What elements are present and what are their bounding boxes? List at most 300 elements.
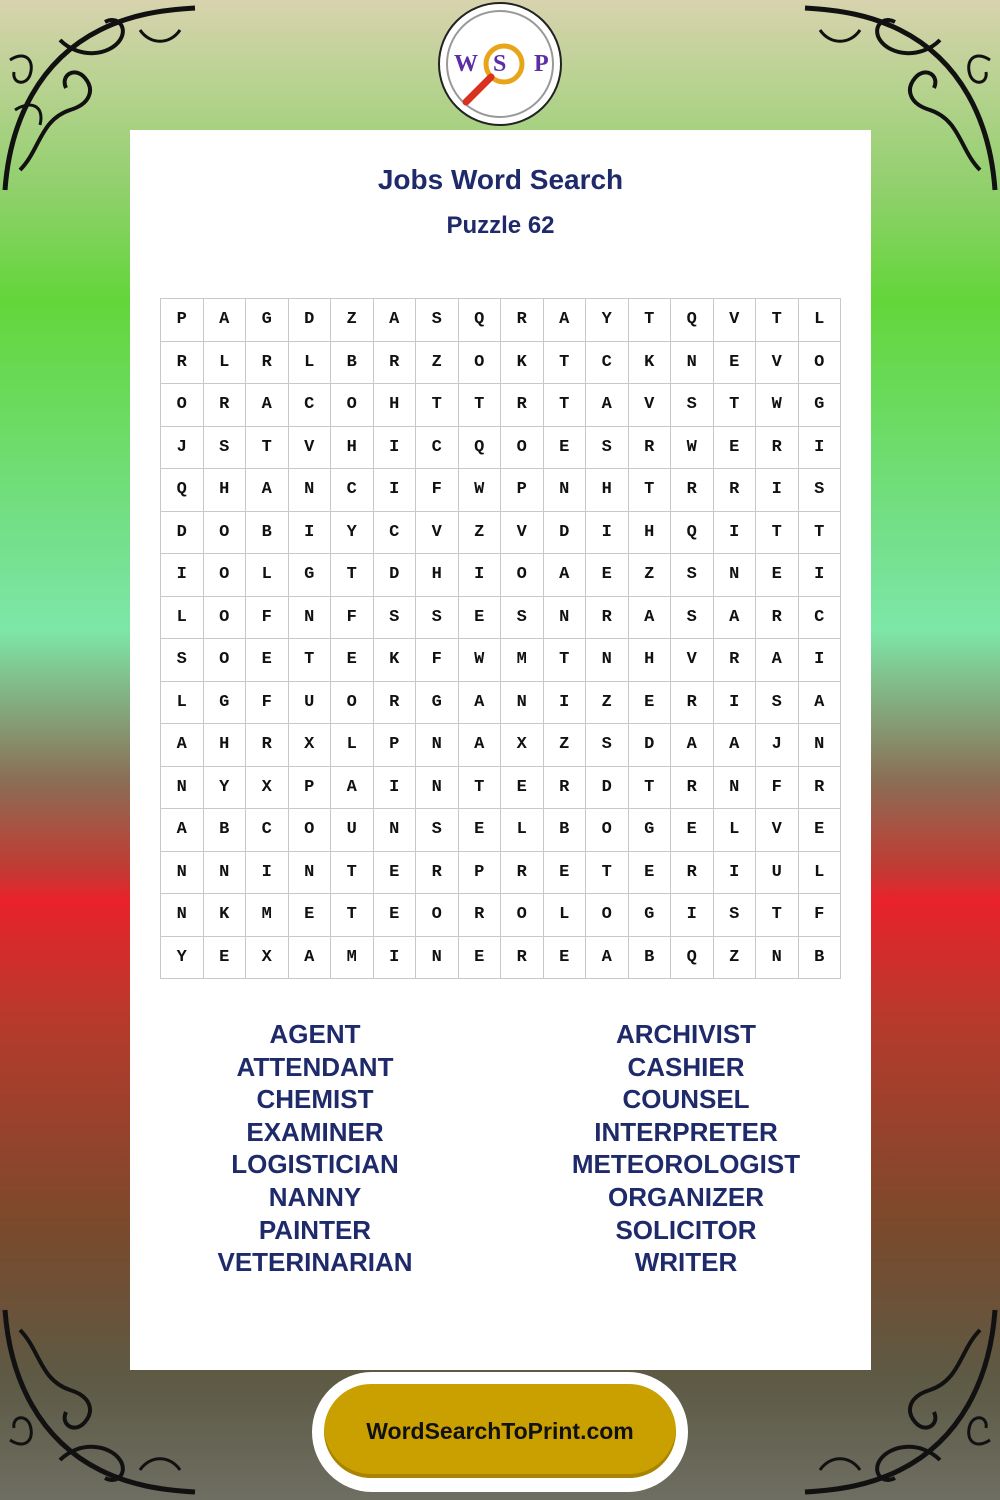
grid-cell[interactable]: O — [501, 554, 544, 597]
grid-cell[interactable]: T — [331, 851, 374, 894]
grid-cell[interactable]: E — [373, 894, 416, 937]
grid-cell[interactable]: I — [671, 894, 714, 937]
grid-cell[interactable]: N — [161, 766, 204, 809]
grid-cell[interactable]: H — [203, 469, 246, 512]
grid-row — [161, 511, 841, 554]
grid-cell[interactable]: A — [246, 384, 289, 427]
grid-cell[interactable]: D — [586, 766, 629, 809]
grid-cell[interactable]: O — [501, 426, 544, 469]
grid-cell[interactable]: R — [756, 426, 799, 469]
grid-cell[interactable]: I — [288, 511, 331, 554]
grid-cell[interactable]: S — [671, 596, 714, 639]
grid-cell[interactable]: E — [203, 936, 246, 979]
grid-cell[interactable]: Q — [671, 511, 714, 554]
grid-cell[interactable]: W — [756, 384, 799, 427]
grid-cell[interactable]: A — [543, 554, 586, 597]
grid-cell[interactable]: R — [373, 681, 416, 724]
logo-letter-s: S — [493, 51, 507, 77]
grid-cell[interactable]: E — [373, 851, 416, 894]
grid-cell[interactable]: S — [586, 426, 629, 469]
grid-cell[interactable]: M — [246, 894, 289, 937]
grid-row — [161, 554, 841, 597]
grid-cell[interactable]: I — [373, 936, 416, 979]
grid-cell[interactable]: N — [671, 341, 714, 384]
grid-cell[interactable]: E — [756, 554, 799, 597]
grid-row — [161, 384, 841, 427]
grid-cell[interactable]: B — [798, 936, 841, 979]
grid-cell[interactable]: E — [543, 936, 586, 979]
grid-cell[interactable]: E — [713, 341, 756, 384]
grid-cell[interactable]: B — [203, 809, 246, 852]
grid-cell[interactable]: T — [756, 511, 799, 554]
grid-cell[interactable]: E — [458, 596, 501, 639]
grid-cell[interactable]: R — [161, 341, 204, 384]
grid-cell[interactable]: S — [671, 554, 714, 597]
grid-cell[interactable]: X — [246, 936, 289, 979]
grid-cell[interactable]: H — [203, 724, 246, 767]
grid-cell[interactable]: C — [331, 469, 374, 512]
grid-cell[interactable]: I — [373, 426, 416, 469]
grid-cell[interactable]: U — [756, 851, 799, 894]
grid-cell[interactable]: R — [416, 851, 459, 894]
grid-cell[interactable]: N — [501, 681, 544, 724]
grid-cell[interactable]: M — [501, 639, 544, 682]
grid-row — [161, 681, 841, 724]
word-list-item: AGENT — [269, 1019, 361, 1049]
grid-cell[interactable]: A — [246, 469, 289, 512]
word-list-left — [130, 1018, 500, 1279]
grid-cell[interactable]: T — [331, 894, 374, 937]
grid-cell[interactable]: G — [416, 681, 459, 724]
grid-cell[interactable]: N — [416, 724, 459, 767]
grid-cell[interactable]: D — [543, 511, 586, 554]
grid-cell[interactable]: Q — [671, 936, 714, 979]
grid-cell[interactable]: D — [628, 724, 671, 767]
grid-cell[interactable]: P — [373, 724, 416, 767]
grid-cell[interactable]: A — [161, 809, 204, 852]
grid-cell[interactable]: E — [331, 639, 374, 682]
word-list-right — [501, 1018, 871, 1279]
word-list-item: ATTENDANT — [236, 1051, 394, 1082]
logo-letter-w: W — [454, 51, 478, 77]
grid-cell[interactable]: O — [331, 681, 374, 724]
grid-cell[interactable]: N — [416, 936, 459, 979]
grid-cell[interactable]: Y — [203, 766, 246, 809]
grid-cell[interactable]: I — [713, 511, 756, 554]
grid-cell[interactable]: T — [628, 766, 671, 809]
grid-cell[interactable]: R — [671, 851, 714, 894]
grid-cell[interactable]: A — [373, 299, 416, 342]
grid-cell[interactable]: Y — [331, 511, 374, 554]
grid-cell[interactable]: O — [331, 384, 374, 427]
grid-cell[interactable]: A — [203, 299, 246, 342]
grid-cell[interactable]: H — [628, 639, 671, 682]
grid-cell[interactable]: G — [628, 809, 671, 852]
grid-cell[interactable]: I — [373, 469, 416, 512]
grid-cell[interactable]: C — [586, 341, 629, 384]
grid-cell[interactable]: I — [713, 681, 756, 724]
grid-cell[interactable]: Q — [458, 426, 501, 469]
grid-cell[interactable]: A — [713, 724, 756, 767]
grid-cell[interactable]: S — [501, 596, 544, 639]
grid-cell[interactable]: R — [543, 766, 586, 809]
grid-cell[interactable]: J — [161, 426, 204, 469]
grid-cell[interactable]: J — [756, 724, 799, 767]
grid-cell[interactable]: S — [416, 596, 459, 639]
grid-cell[interactable]: G — [203, 681, 246, 724]
grid-cell[interactable]: Z — [331, 299, 374, 342]
grid-cell[interactable]: V — [713, 299, 756, 342]
grid-cell[interactable]: P — [458, 851, 501, 894]
grid-cell[interactable]: F — [416, 469, 459, 512]
grid-cell[interactable]: E — [458, 809, 501, 852]
grid-cell[interactable]: K — [203, 894, 246, 937]
grid-cell[interactable]: L — [203, 341, 246, 384]
grid-cell[interactable]: R — [628, 426, 671, 469]
grid-cell[interactable]: E — [501, 766, 544, 809]
grid-cell[interactable]: C — [288, 384, 331, 427]
grid-cell[interactable]: F — [798, 894, 841, 937]
word-list-item: COUNSEL — [622, 1084, 750, 1115]
grid-row — [161, 851, 841, 894]
grid-cell[interactable]: N — [288, 596, 331, 639]
grid-cell[interactable]: C — [798, 596, 841, 639]
puzzle-number: Puzzle 62 — [446, 212, 555, 239]
grid-cell[interactable]: H — [416, 554, 459, 597]
grid-cell[interactable]: O — [586, 809, 629, 852]
word-list-item: SOLICITOR — [615, 1214, 757, 1245]
grid-row — [161, 894, 841, 937]
grid-cell[interactable]: I — [373, 766, 416, 809]
grid-cell[interactable]: N — [543, 469, 586, 512]
grid-cell[interactable]: R — [713, 469, 756, 512]
grid-cell[interactable]: E — [628, 851, 671, 894]
grid-cell[interactable]: X — [501, 724, 544, 767]
grid-cell[interactable]: O — [416, 894, 459, 937]
grid-cell[interactable]: S — [671, 384, 714, 427]
grid-row — [161, 724, 841, 767]
grid-cell[interactable]: I — [798, 426, 841, 469]
grid-cell[interactable]: F — [246, 596, 289, 639]
grid-cell[interactable]: N — [586, 639, 629, 682]
word-list-item: METEOROLOGIST — [571, 1149, 801, 1180]
word-list-item: CHEMIST — [256, 1084, 374, 1115]
grid-cell[interactable]: H — [373, 384, 416, 427]
grid-row — [161, 596, 841, 639]
grid-cell[interactable]: A — [543, 299, 586, 342]
grid-cell[interactable]: R — [798, 766, 841, 809]
grid-cell[interactable]: S — [798, 469, 841, 512]
grid-cell[interactable]: N — [713, 554, 756, 597]
grid-cell[interactable]: A — [161, 724, 204, 767]
grid-cell[interactable]: S — [203, 426, 246, 469]
grid-cell[interactable]: P — [288, 766, 331, 809]
word-list-item: LOGISTICIAN — [231, 1149, 399, 1180]
grid-cell[interactable]: N — [373, 809, 416, 852]
grid-cell[interactable]: P — [501, 469, 544, 512]
grid-cell[interactable]: R — [586, 596, 629, 639]
grid-cell[interactable]: K — [373, 639, 416, 682]
grid-cell[interactable]: V — [288, 426, 331, 469]
grid-row — [161, 426, 841, 469]
grid-cell[interactable]: L — [501, 809, 544, 852]
word-list-item: NANNY — [268, 1181, 362, 1212]
grid-cell[interactable]: F — [246, 681, 289, 724]
grid-row — [161, 299, 841, 342]
grid-cell[interactable]: T — [543, 341, 586, 384]
word-list-item: WRITER — [634, 1247, 738, 1278]
grid-cell[interactable]: T — [628, 469, 671, 512]
grid-cell[interactable]: O — [586, 894, 629, 937]
grid-cell[interactable]: R — [671, 681, 714, 724]
grid-cell[interactable]: Q — [458, 299, 501, 342]
grid-cell[interactable]: O — [203, 596, 246, 639]
grid-cell[interactable]: L — [161, 681, 204, 724]
grid-cell[interactable]: N — [798, 724, 841, 767]
grid-cell[interactable]: Q — [671, 299, 714, 342]
grid-cell[interactable]: R — [501, 299, 544, 342]
grid-cell[interactable]: Z — [713, 936, 756, 979]
grid-row — [161, 936, 841, 979]
grid-cell[interactable]: L — [798, 299, 841, 342]
grid-cell[interactable]: A — [713, 596, 756, 639]
grid-cell[interactable]: L — [331, 724, 374, 767]
grid-cell[interactable]: O — [288, 809, 331, 852]
grid-cell[interactable]: V — [416, 511, 459, 554]
grid-cell[interactable]: B — [543, 809, 586, 852]
grid-cell[interactable]: T — [798, 511, 841, 554]
grid-cell[interactable]: R — [713, 639, 756, 682]
grid-cell[interactable]: L — [246, 554, 289, 597]
grid-cell[interactable]: R — [501, 384, 544, 427]
grid-cell[interactable]: T — [713, 384, 756, 427]
grid-cell[interactable]: F — [416, 639, 459, 682]
grid-cell[interactable]: B — [246, 511, 289, 554]
grid-cell[interactable]: L — [543, 894, 586, 937]
grid-cell[interactable]: T — [246, 426, 289, 469]
grid-cell[interactable]: K — [501, 341, 544, 384]
grid-cell[interactable]: N — [416, 766, 459, 809]
grid-cell[interactable]: M — [331, 936, 374, 979]
grid-cell[interactable]: S — [373, 596, 416, 639]
grid-cell[interactable]: I — [798, 554, 841, 597]
word-list-item: INTERPRETER — [594, 1116, 778, 1147]
grid-cell[interactable]: D — [288, 299, 331, 342]
grid-cell[interactable]: I — [756, 469, 799, 512]
grid-cell[interactable]: I — [543, 681, 586, 724]
grid-cell[interactable]: V — [756, 341, 799, 384]
grid-cell[interactable]: E — [458, 936, 501, 979]
grid-cell[interactable]: A — [586, 936, 629, 979]
grid-cell[interactable]: U — [331, 809, 374, 852]
logo-letter-p: P — [534, 51, 549, 77]
grid-cell[interactable]: O — [203, 511, 246, 554]
grid-cell[interactable]: N — [288, 851, 331, 894]
grid-cell[interactable]: V — [628, 384, 671, 427]
grid-cell[interactable]: O — [203, 554, 246, 597]
grid-cell[interactable]: S — [161, 639, 204, 682]
grid-cell[interactable]: O — [798, 341, 841, 384]
grid-cell[interactable]: C — [416, 426, 459, 469]
grid-cell[interactable]: I — [713, 851, 756, 894]
grid-cell[interactable]: T — [586, 851, 629, 894]
grid-cell[interactable]: A — [458, 724, 501, 767]
grid-cell[interactable]: I — [246, 851, 289, 894]
grid-cell[interactable]: A — [756, 639, 799, 682]
grid-cell[interactable]: E — [246, 639, 289, 682]
grid-cell[interactable]: T — [458, 384, 501, 427]
grid-cell[interactable]: N — [543, 596, 586, 639]
grid-cell[interactable]: T — [543, 384, 586, 427]
grid-cell[interactable]: N — [161, 851, 204, 894]
grid-cell[interactable]: S — [756, 681, 799, 724]
grid-cell[interactable]: A — [671, 724, 714, 767]
grid-cell[interactable]: E — [586, 554, 629, 597]
grid-cell[interactable]: G — [798, 384, 841, 427]
grid-cell[interactable]: E — [288, 894, 331, 937]
grid-cell[interactable]: V — [756, 809, 799, 852]
grid-cell[interactable]: V — [671, 639, 714, 682]
grid-cell[interactable]: E — [628, 681, 671, 724]
grid-cell[interactable]: S — [416, 809, 459, 852]
grid-cell[interactable]: Z — [458, 511, 501, 554]
grid-cell[interactable]: I — [798, 639, 841, 682]
word-list-item: VETERINARIAN — [217, 1247, 413, 1278]
footer — [312, 1372, 688, 1492]
grid-cell[interactable]: T — [416, 384, 459, 427]
grid-cell[interactable]: R — [756, 596, 799, 639]
grid-cell[interactable]: N — [713, 766, 756, 809]
grid-cell[interactable]: N — [203, 851, 246, 894]
grid-cell[interactable]: W — [458, 469, 501, 512]
grid-cell[interactable]: T — [628, 299, 671, 342]
grid-cell[interactable]: R — [501, 851, 544, 894]
grid-cell[interactable]: I — [458, 554, 501, 597]
grid-cell[interactable]: A — [586, 384, 629, 427]
grid-cell[interactable]: G — [246, 299, 289, 342]
grid-cell[interactable]: T — [331, 554, 374, 597]
word-list-item: ARCHIVIST — [615, 1019, 757, 1049]
grid-cell[interactable]: C — [373, 511, 416, 554]
grid-cell[interactable]: Z — [416, 341, 459, 384]
grid-cell[interactable]: X — [246, 766, 289, 809]
grid-cell[interactable]: E — [713, 426, 756, 469]
grid-cell[interactable]: R — [501, 936, 544, 979]
grid-cell[interactable]: Y — [586, 299, 629, 342]
grid-cell[interactable]: T — [756, 299, 799, 342]
grid-cell[interactable]: H — [331, 426, 374, 469]
grid-cell[interactable]: A — [628, 596, 671, 639]
grid-cell[interactable]: D — [373, 554, 416, 597]
grid-cell[interactable]: A — [798, 681, 841, 724]
grid-cell[interactable]: G — [628, 894, 671, 937]
letter-grid — [160, 298, 841, 979]
grid-cell[interactable]: W — [458, 639, 501, 682]
grid-cell[interactable]: W — [671, 426, 714, 469]
grid-cell[interactable]: A — [458, 681, 501, 724]
grid-cell[interactable]: Z — [543, 724, 586, 767]
grid-cell[interactable]: A — [331, 766, 374, 809]
grid-row — [161, 469, 841, 512]
puzzle-card — [130, 130, 871, 1370]
grid-cell[interactable]: P — [161, 299, 204, 342]
grid-cell[interactable]: T — [458, 766, 501, 809]
grid-cell[interactable]: Y — [161, 936, 204, 979]
grid-cell[interactable]: R — [246, 724, 289, 767]
website-link-button[interactable]: WordSearchToPrint.com — [324, 1384, 676, 1478]
grid-cell[interactable]: F — [756, 766, 799, 809]
grid-cell[interactable]: R — [671, 469, 714, 512]
grid-cell[interactable]: U — [288, 681, 331, 724]
grid-cell[interactable]: O — [501, 894, 544, 937]
grid-cell[interactable]: K — [628, 341, 671, 384]
grid-cell[interactable]: B — [628, 936, 671, 979]
grid-cell[interactable]: A — [288, 936, 331, 979]
grid-cell[interactable]: S — [713, 894, 756, 937]
grid-cell[interactable]: B — [331, 341, 374, 384]
grid-row — [161, 809, 841, 852]
grid-row — [161, 639, 841, 682]
grid-cell[interactable]: L — [798, 851, 841, 894]
grid-cell[interactable]: L — [161, 596, 204, 639]
grid-cell[interactable]: N — [288, 469, 331, 512]
grid-cell[interactable]: I — [586, 511, 629, 554]
word-list-item: EXAMINER — [246, 1116, 384, 1147]
grid-cell[interactable]: R — [203, 384, 246, 427]
grid-cell[interactable]: G — [288, 554, 331, 597]
grid-cell[interactable]: T — [756, 894, 799, 937]
grid-cell[interactable]: D — [161, 511, 204, 554]
wsp-logo — [438, 2, 562, 126]
grid-cell[interactable]: L — [713, 809, 756, 852]
grid-cell[interactable]: I — [161, 554, 204, 597]
word-list-item: CASHIER — [627, 1051, 745, 1082]
grid-cell[interactable]: T — [288, 639, 331, 682]
grid-cell[interactable]: E — [798, 809, 841, 852]
grid-cell[interactable]: T — [543, 639, 586, 682]
page-title: Jobs Word Search — [377, 164, 624, 195]
word-list-item: ORGANIZER — [608, 1181, 764, 1212]
grid-cell[interactable]: Z — [628, 554, 671, 597]
grid-cell[interactable]: S — [416, 299, 459, 342]
grid-cell[interactable]: E — [543, 851, 586, 894]
grid-cell[interactable]: N — [756, 936, 799, 979]
grid-row — [161, 341, 841, 384]
grid-cell[interactable]: F — [331, 596, 374, 639]
grid-cell[interactable]: R — [458, 894, 501, 937]
word-list-item: PAINTER — [258, 1214, 372, 1245]
grid-cell[interactable]: Z — [586, 681, 629, 724]
grid-cell[interactable]: O — [458, 341, 501, 384]
grid-cell[interactable]: O — [203, 639, 246, 682]
grid-cell[interactable]: R — [246, 341, 289, 384]
grid-cell[interactable]: E — [543, 426, 586, 469]
grid-cell[interactable]: H — [586, 469, 629, 512]
grid-cell[interactable]: O — [161, 384, 204, 427]
grid-cell[interactable]: R — [671, 766, 714, 809]
grid-cell[interactable]: X — [288, 724, 331, 767]
grid-cell[interactable]: Q — [161, 469, 204, 512]
grid-row — [161, 766, 841, 809]
grid-cell[interactable]: L — [288, 341, 331, 384]
grid-cell[interactable]: E — [671, 809, 714, 852]
grid-cell[interactable]: V — [501, 511, 544, 554]
grid-cell[interactable]: H — [628, 511, 671, 554]
grid-cell[interactable]: R — [373, 341, 416, 384]
grid-cell[interactable]: S — [586, 724, 629, 767]
grid-cell[interactable]: C — [246, 809, 289, 852]
grid-cell[interactable]: N — [161, 894, 204, 937]
